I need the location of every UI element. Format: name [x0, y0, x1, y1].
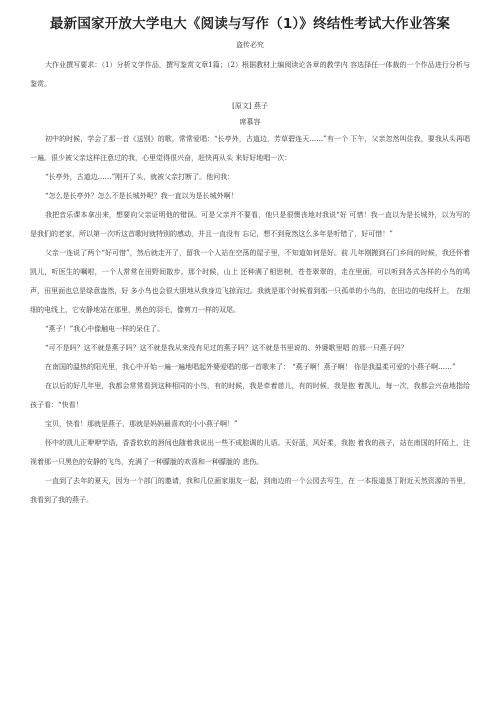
body-paragraph: 初中的时候，学会了那一首《送别》的歌，常常爱唱：“长亭外，古道边，芳草碧连天……”有一个 下午，父亲忽然叫住我，要我从头再唱一遍。很少被父亲这样注意过的我，心里觉得很兴奋，赶快再从头 来好好地唱一次： [30, 135, 470, 162]
section-label: [原文] 燕子 [232, 102, 268, 110]
author-name: 席慕容 [239, 118, 261, 126]
body-paragraph: 在以后的好几年里，我都会常常看到这种相同的小鸟，有的时候，我是牵着慈儿，有的时候，我是抱 着凯儿，每一次，我都会兴奋地指给孩子看：“快看！ [30, 382, 470, 409]
body-paragraph: “可不是吗？这不就是燕子吗？这不就是我从来没有见过的燕子吗？这不就是书里说的、外婆歌里唱 的那一只燕子吗？ [45, 344, 408, 352]
body-paragraph: 我把音乐课本拿出来，想要向父亲证明他的错误。可是父亲并不要看，他只是很懊丧地对我说“好 可惜！我一直以为是长城外，以为写的是我们的老家，所以第一次听这首歌时就特别的感动，并且一直没有 忘记，想不到竟然这么多年是听错了，好可惜！” [30, 211, 470, 238]
body-paragraph: 一直到了去年的夏天，因为一个部门的邀请，我和几位画家朋友一起，到南边的一个公园去写生，在 一本报道垦丁附近天然资源的书里，我看到了我的燕子。 [30, 477, 470, 504]
body-paragraph: “燕子！”我心中像触电一样的呆住了。 [45, 325, 165, 333]
intro-paragraph: 大作业撰写要求：（1）分析文学作品，撰写鉴赏文章1篇；（2）根据教材上编阅读论各章的教学内 容选择任一体裁的一个作品进行分析与鉴赏。 [30, 61, 470, 88]
body-paragraph: “长亭外，古道边……”刚开了头，就被父亲打断了。他问我： [45, 173, 235, 181]
document-title: 最新国家开放大学电大《阅读与写作（1）》终结性考试大作业答案 [49, 16, 451, 32]
body-paragraph: 在南国的温热的阳光里，我心中开始一遍一遍地唱起外婆爱唱的那一首歌来了： “燕子啊！燕子啊！ 你是我温柔可爱的小燕子啊……” [45, 363, 456, 371]
body-paragraph: 怀中的凯儿正咿咿学语，香香软软的唇间也随着我说出一些不成腔调的儿语。天好蓝，风好柔，我抱 着我的孩子，站在南国的阡陌上，注视着那一只黑色的安静的飞鸟，充满了一种朦胧的欢喜和一种朦胧的 悲伤。 [30, 439, 470, 466]
body-paragraph: “怎么是长亭外？怎么不是长城外呢？我一直以为是长城外啊！ [45, 192, 238, 200]
body-paragraph: 父亲一连说了两个“好可惜”，然后就走开了，留我一个人站在空荡的屋子里，不知道如何是好。前 几年刚搬到石门乡间的时候，我还怀着凯儿，听医生的嘱咐，一个人常常在田野间散步。那个时候，山上 还种满了相思树，苍苍翠翠的，走在里面，可以听到各式各样的小鸟的鸣声，田里面也总是绿意盎然，好 多小鸟也会很大胆地从我身边飞掠而过。我就是那个时候看到那一只孤单的小鸟的，在田边的电线杆上， 在细细的电线上，它安静地站在那里，黑色的羽毛，像剪刀一样的双尾。 [30, 249, 470, 314]
document-subtitle: 盗传必究 [236, 41, 264, 49]
body-paragraph: 宝贝，快看！那就是燕子，那就是妈妈最喜欢的小小燕子啊！” [45, 420, 238, 428]
